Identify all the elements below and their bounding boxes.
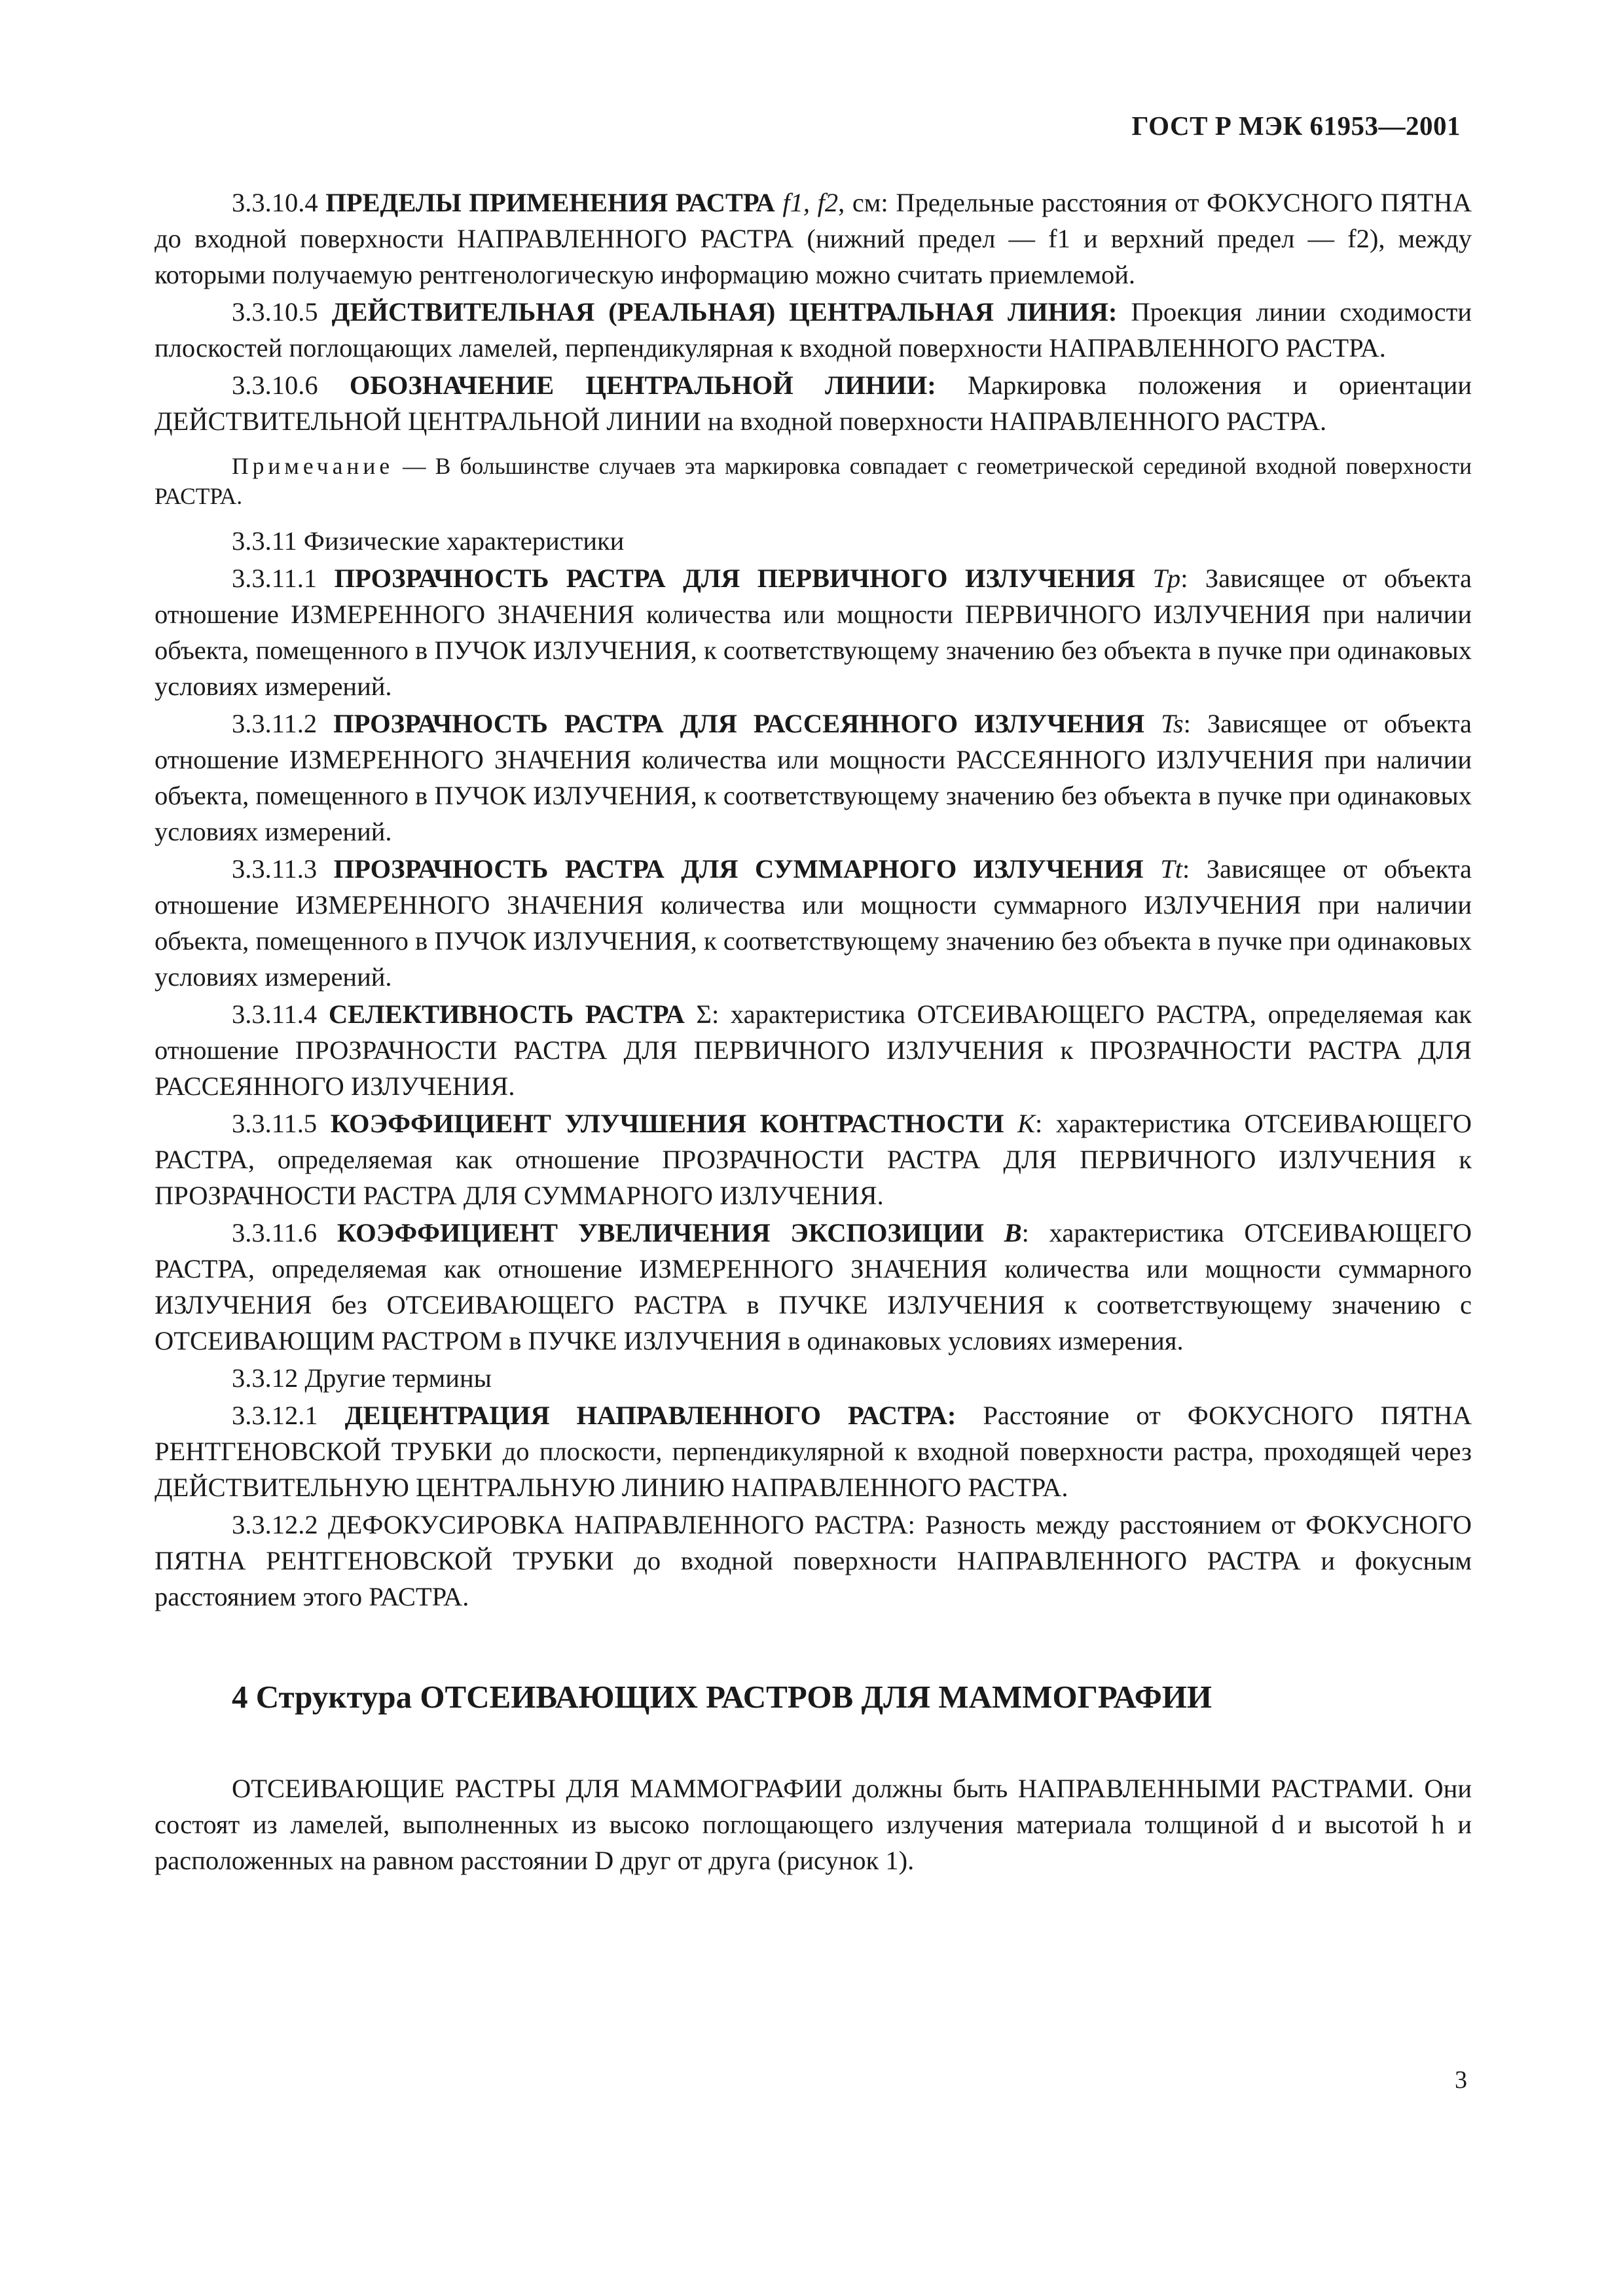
term-symbol: f1, f2 bbox=[782, 188, 839, 217]
note bbox=[155, 451, 1472, 511]
term-symbol: Σ bbox=[696, 999, 712, 1029]
definition: Зависящее от объекта отношение ИЗМЕРЕННОГО ЗНАЧЕНИЯ количества или мощности суммарного ИЗЛУЧЕНИЯ при наличии объекта, помещенного в ПУЧОК ИЗЛУЧЕНИЯ, к соответствующему значению без объекта в пучке при одинаковых условиях измерений. bbox=[155, 854, 1472, 992]
term-symbol: Tp bbox=[1152, 564, 1181, 593]
term: ОБОЗНАЧЕНИЕ ЦЕНТРАЛЬНОЙ ЛИНИИ: bbox=[349, 370, 936, 400]
document-body bbox=[155, 185, 1472, 1880]
section-heading: 4 Структура ОТСЕИВАЮЩИХ РАСТРОВ ДЛЯ МАММОГРАФИИ bbox=[232, 1679, 1213, 1715]
term: ДЕЙСТВИТЕЛЬНАЯ (РЕАЛЬНАЯ) ЦЕНТРАЛЬНАЯ ЛИНИЯ: bbox=[331, 297, 1118, 327]
paragraph-3-3-12-1 bbox=[155, 1397, 1472, 1505]
definition: характеристика ОТСЕИВАЮЩЕГО РАСТРА, определяемая как отношение ИЗМЕРЕННОГО ЗНАЧЕНИЯ количества или мощности суммарного ИЗЛУЧЕНИЯ без ОТСЕИВАЮЩЕГО РАСТРА в ПУЧКЕ ИЗЛУЧЕНИЯ к соответствующему значению с ОТСЕИВАЮЩИМ РАСТРОМ в ПУЧКЕ ИЗЛУЧЕНИЯ в одинаковых условиях измерения. bbox=[155, 1218, 1472, 1355]
paragraph-3-3-12-2 bbox=[155, 1507, 1472, 1615]
term: КОЭФФИЦИЕНТ УВЕЛИЧЕНИЯ ЭКСПОЗИЦИИ bbox=[337, 1218, 984, 1247]
paragraph-3-3-11 bbox=[155, 523, 1472, 559]
clause-number: 3.3.12 bbox=[232, 1363, 299, 1393]
definition: Маркировка положения и ориентации ДЕЙСТВИТЕЛЬНОЙ ЦЕНТРАЛЬНОЙ ЛИНИИ на входной поверхности НАПРАВЛЕННОГО РАСТРА. bbox=[155, 370, 1472, 436]
paragraph-section-4-body bbox=[155, 1770, 1472, 1878]
note-text: — В большинстве случаев эта маркировка совпадает с геометрической серединой входной поверхности РАСТРА. bbox=[155, 453, 1472, 509]
term-symbol: B bbox=[1004, 1218, 1022, 1247]
clause-number: 3.3.11.1 bbox=[232, 564, 318, 593]
definition: Предельные расстояния от ФОКУСНОГО ПЯТНА до входной поверхности НАПРАВЛЕННОГО РАСТРА (нижний предел — f1 и верхний предел — f2), между которыми получаемую рентгенологическую информацию можно считать приемлемой. bbox=[155, 188, 1472, 289]
body-text: ОТСЕИВАЮЩИЕ РАСТРЫ ДЛЯ МАММОГРАФИИ должны быть НАПРАВЛЕННЫМИ РАСТРАМИ. Они состоят из ламелей, выполненных из высоко поглощающего излучения материала толщиной d и высотой h и расположенных на равном расстоянии D друг от друга (рисунок 1). bbox=[155, 1774, 1472, 1875]
paragraph-3-3-11-2: 3.3.11.2 ПРОЗРАЧНОСТЬ РАСТРА ДЛЯ РАССЕЯННОГО ИЗЛУЧЕНИЯ Ts: Зависящее от объекта отношение ИЗМЕРЕННОГО ЗНАЧЕНИЯ количества или мощности РАССЕЯННОГО ИЗЛУЧЕНИЯ при наличии объекта, помещенного в ПУЧОК ИЗЛУЧЕНИЯ, к соответствующему значению без объекта в пучке при одинаковых условиях измерений. bbox=[155, 709, 1472, 846]
term: ДЕФОКУСИРОВКА НАПРАВЛЕННОГО РАСТРА: bbox=[327, 1510, 915, 1539]
clause-number: 3.3.10.6 bbox=[232, 370, 318, 400]
clause-number: 3.3.11 bbox=[232, 526, 297, 556]
clause-number: 3.3.11.3 bbox=[232, 854, 318, 884]
paragraph-3-3-10-5 bbox=[155, 294, 1472, 366]
definition: Зависящее от объекта отношение ИЗМЕРЕННОГО ЗНАЧЕНИЯ количества или мощности РАССЕЯННОГО ИЗЛУЧЕНИЯ при наличии объекта, помещенного в ПУЧОК ИЗЛУЧЕНИЯ, к соответствующему значению без объекта в пучке при одинаковых условиях измерений. bbox=[155, 709, 1472, 846]
paragraph-3-3-10-4 bbox=[155, 185, 1472, 293]
page-number: 3 bbox=[1455, 2066, 1467, 2094]
document-header: ГОСТ Р МЭК 61953—2001 bbox=[1131, 111, 1461, 141]
term: КОЭФФИЦИЕНТ УЛУЧШЕНИЯ КОНТРАСТНОСТИ bbox=[330, 1109, 1004, 1138]
clause-number: 3.3.10.5 bbox=[232, 297, 318, 327]
subsection-title: Другие термины bbox=[304, 1363, 492, 1393]
clause-number: 3.3.11.5 bbox=[232, 1109, 318, 1138]
paragraph-3-3-12 bbox=[155, 1360, 1472, 1396]
definition: характеристика ОТСЕИВАЮЩЕГО РАСТРА, определяемая как отношение ПРОЗРАЧНОСТИ РАСТРА ДЛЯ ПЕРВИЧНОГО ИЗЛУЧЕНИЯ к ПРОЗРАЧНОСТИ РАСТРА ДЛЯ РАССЕЯННОГО ИЗЛУЧЕНИЯ. bbox=[155, 999, 1472, 1101]
term-symbol: Tt bbox=[1160, 854, 1182, 884]
term: СЕЛЕКТИВНОСТЬ РАСТРА bbox=[328, 999, 685, 1029]
definition: Проекция линии сходимости плоскостей поглощающих ламелей, перпендикулярная к входной поверхности НАПРАВЛЕННОГО РАСТРА. bbox=[155, 297, 1472, 363]
term: ДЕЦЕНТРАЦИЯ НАПРАВЛЕННОГО РАСТРА: bbox=[344, 1401, 957, 1430]
clause-number: 3.3.12.1 bbox=[232, 1401, 318, 1430]
term-symbol: Ts bbox=[1161, 709, 1184, 738]
note-label: Примечание bbox=[232, 453, 394, 479]
unit: , см: bbox=[838, 188, 888, 217]
paragraph-3-3-10-6 bbox=[155, 367, 1472, 439]
paragraph-3-3-11-4: 3.3.11.4 СЕЛЕКТИВНОСТЬ РАСТРА Σ: характеристика ОТСЕИВАЮЩЕГО РАСТРА, определяемая как отношение ПРОЗРАЧНОСТИ РАСТРА ДЛЯ ПЕРВИЧНОГО ИЗЛУЧЕНИЯ к ПРОЗРАЧНОСТИ РАСТРА ДЛЯ РАССЕЯННОГО ИЗЛУЧЕНИЯ. bbox=[155, 999, 1472, 1101]
clause-number: 3.3.11.4 bbox=[232, 999, 318, 1029]
clause-number: 3.3.11.6 bbox=[232, 1218, 318, 1247]
paragraph-3-3-11-6: 3.3.11.6 КОЭФФИЦИЕНТ УВЕЛИЧЕНИЯ ЭКСПОЗИЦИИ B: характеристика ОТСЕИВАЮЩЕГО РАСТРА, определяемая как отношение ИЗМЕРЕННОГО ЗНАЧЕНИЯ количества или мощности суммарного ИЗЛУЧЕНИЯ без ОТСЕИВАЮЩЕГО РАСТРА в ПУЧКЕ ИЗЛУЧЕНИЯ к соответствующему значению с ОТСЕИВАЮЩИМ РАСТРОМ в ПУЧКЕ ИЗЛУЧЕНИЯ в одинаковых условиях измерения. bbox=[155, 1218, 1472, 1355]
definition: характеристика ОТСЕИВАЮЩЕГО РАСТРА, определяемая как отношение ПРОЗРАЧНОСТИ РАСТРА ДЛЯ ПЕРВИЧНОГО ИЗЛУЧЕНИЯ к ПРОЗРАЧНОСТИ РАСТРА ДЛЯ СУММАРНОГО ИЗЛУЧЕНИЯ. bbox=[155, 1109, 1472, 1210]
term: ПРОЗРАЧНОСТЬ РАСТРА ДЛЯ ПЕРВИЧНОГО ИЗЛУЧЕНИЯ bbox=[334, 564, 1135, 593]
definition: Расстояние от ФОКУСНОГО ПЯТНА РЕНТГЕНОВСКОЙ ТРУБКИ до плоскости, перпендикулярной к входной поверхности растра, проходящей через ДЕЙСТВИТЕЛЬНУЮ ЦЕНТРАЛЬНУЮ ЛИНИЮ НАПРАВЛЕННОГО РАСТРА. bbox=[155, 1401, 1472, 1502]
term: ПРОЗРАЧНОСТЬ РАСТРА ДЛЯ РАССЕЯННОГО ИЗЛУЧЕНИЯ bbox=[333, 709, 1145, 738]
definition: Зависящее от объекта отношение ИЗМЕРЕННОГО ЗНАЧЕНИЯ количества или мощности ПЕРВИЧНОГО ИЗЛУЧЕНИЯ при наличии объекта, помещенного в ПУЧОК ИЗЛУЧЕНИЯ, к соответствующему значению без объекта в пучке при одинаковых условиях измерений. bbox=[155, 564, 1472, 701]
term: ПРЕДЕЛЫ ПРИМЕНЕНИЯ РАСТРА bbox=[325, 188, 775, 217]
paragraph-3-3-11-5: 3.3.11.5 КОЭФФИЦИЕНТ УЛУЧШЕНИЯ КОНТРАСТНОСТИ K: характеристика ОТСЕИВАЮЩЕГО РАСТРА, определяемая как отношение ПРОЗРАЧНОСТИ РАСТРА ДЛЯ ПЕРВИЧНОГО ИЗЛУЧЕНИЯ к ПРОЗРАЧНОСТИ РАСТРА ДЛЯ СУММАРНОГО ИЗЛУЧЕНИЯ. bbox=[155, 1109, 1472, 1210]
paragraph-3-3-11-3: 3.3.11.3 ПРОЗРАЧНОСТЬ РАСТРА ДЛЯ СУММАРНОГО ИЗЛУЧЕНИЯ Tt: Зависящее от объекта отношение ИЗМЕРЕННОГО ЗНАЧЕНИЯ количества или мощности суммарного ИЗЛУЧЕНИЯ при наличии объекта, помещенного в ПУЧОК ИЗЛУЧЕНИЯ, к соответствующему значению без объекта в пучке при одинаковых условиях измерений. bbox=[155, 854, 1472, 992]
definition: Разность между расстоянием от ФОКУСНОГО ПЯТНА РЕНТГЕНОВСКОЙ ТРУБКИ до входной поверхности НАПРАВЛЕННОГО РАСТРА и фокусным расстоянием этого РАСТРА. bbox=[155, 1510, 1472, 1611]
term-symbol: K bbox=[1017, 1109, 1035, 1138]
subsection-title: Физические характеристики bbox=[303, 526, 625, 556]
term: ПРОЗРАЧНОСТЬ РАСТРА ДЛЯ СУММАРНОГО ИЗЛУЧЕНИЯ bbox=[333, 854, 1144, 884]
clause-number: 3.3.10.4 bbox=[232, 188, 318, 217]
clause-number: 3.3.11.2 bbox=[232, 709, 318, 738]
paragraph-3-3-11-1: 3.3.11.1 ПРОЗРАЧНОСТЬ РАСТРА ДЛЯ ПЕРВИЧНОГО ИЗЛУЧЕНИЯ Tp: Зависящее от объекта отношение ИЗМЕРЕННОГО ЗНАЧЕНИЯ количества или мощности ПЕРВИЧНОГО ИЗЛУЧЕНИЯ при наличии объекта, помещенного в ПУЧОК ИЗЛУЧЕНИЯ, к соответствующему значению без объекта в пучке при одинаковых условиях измерений. bbox=[155, 564, 1472, 701]
clause-number: 3.3.12.2 bbox=[232, 1510, 318, 1539]
